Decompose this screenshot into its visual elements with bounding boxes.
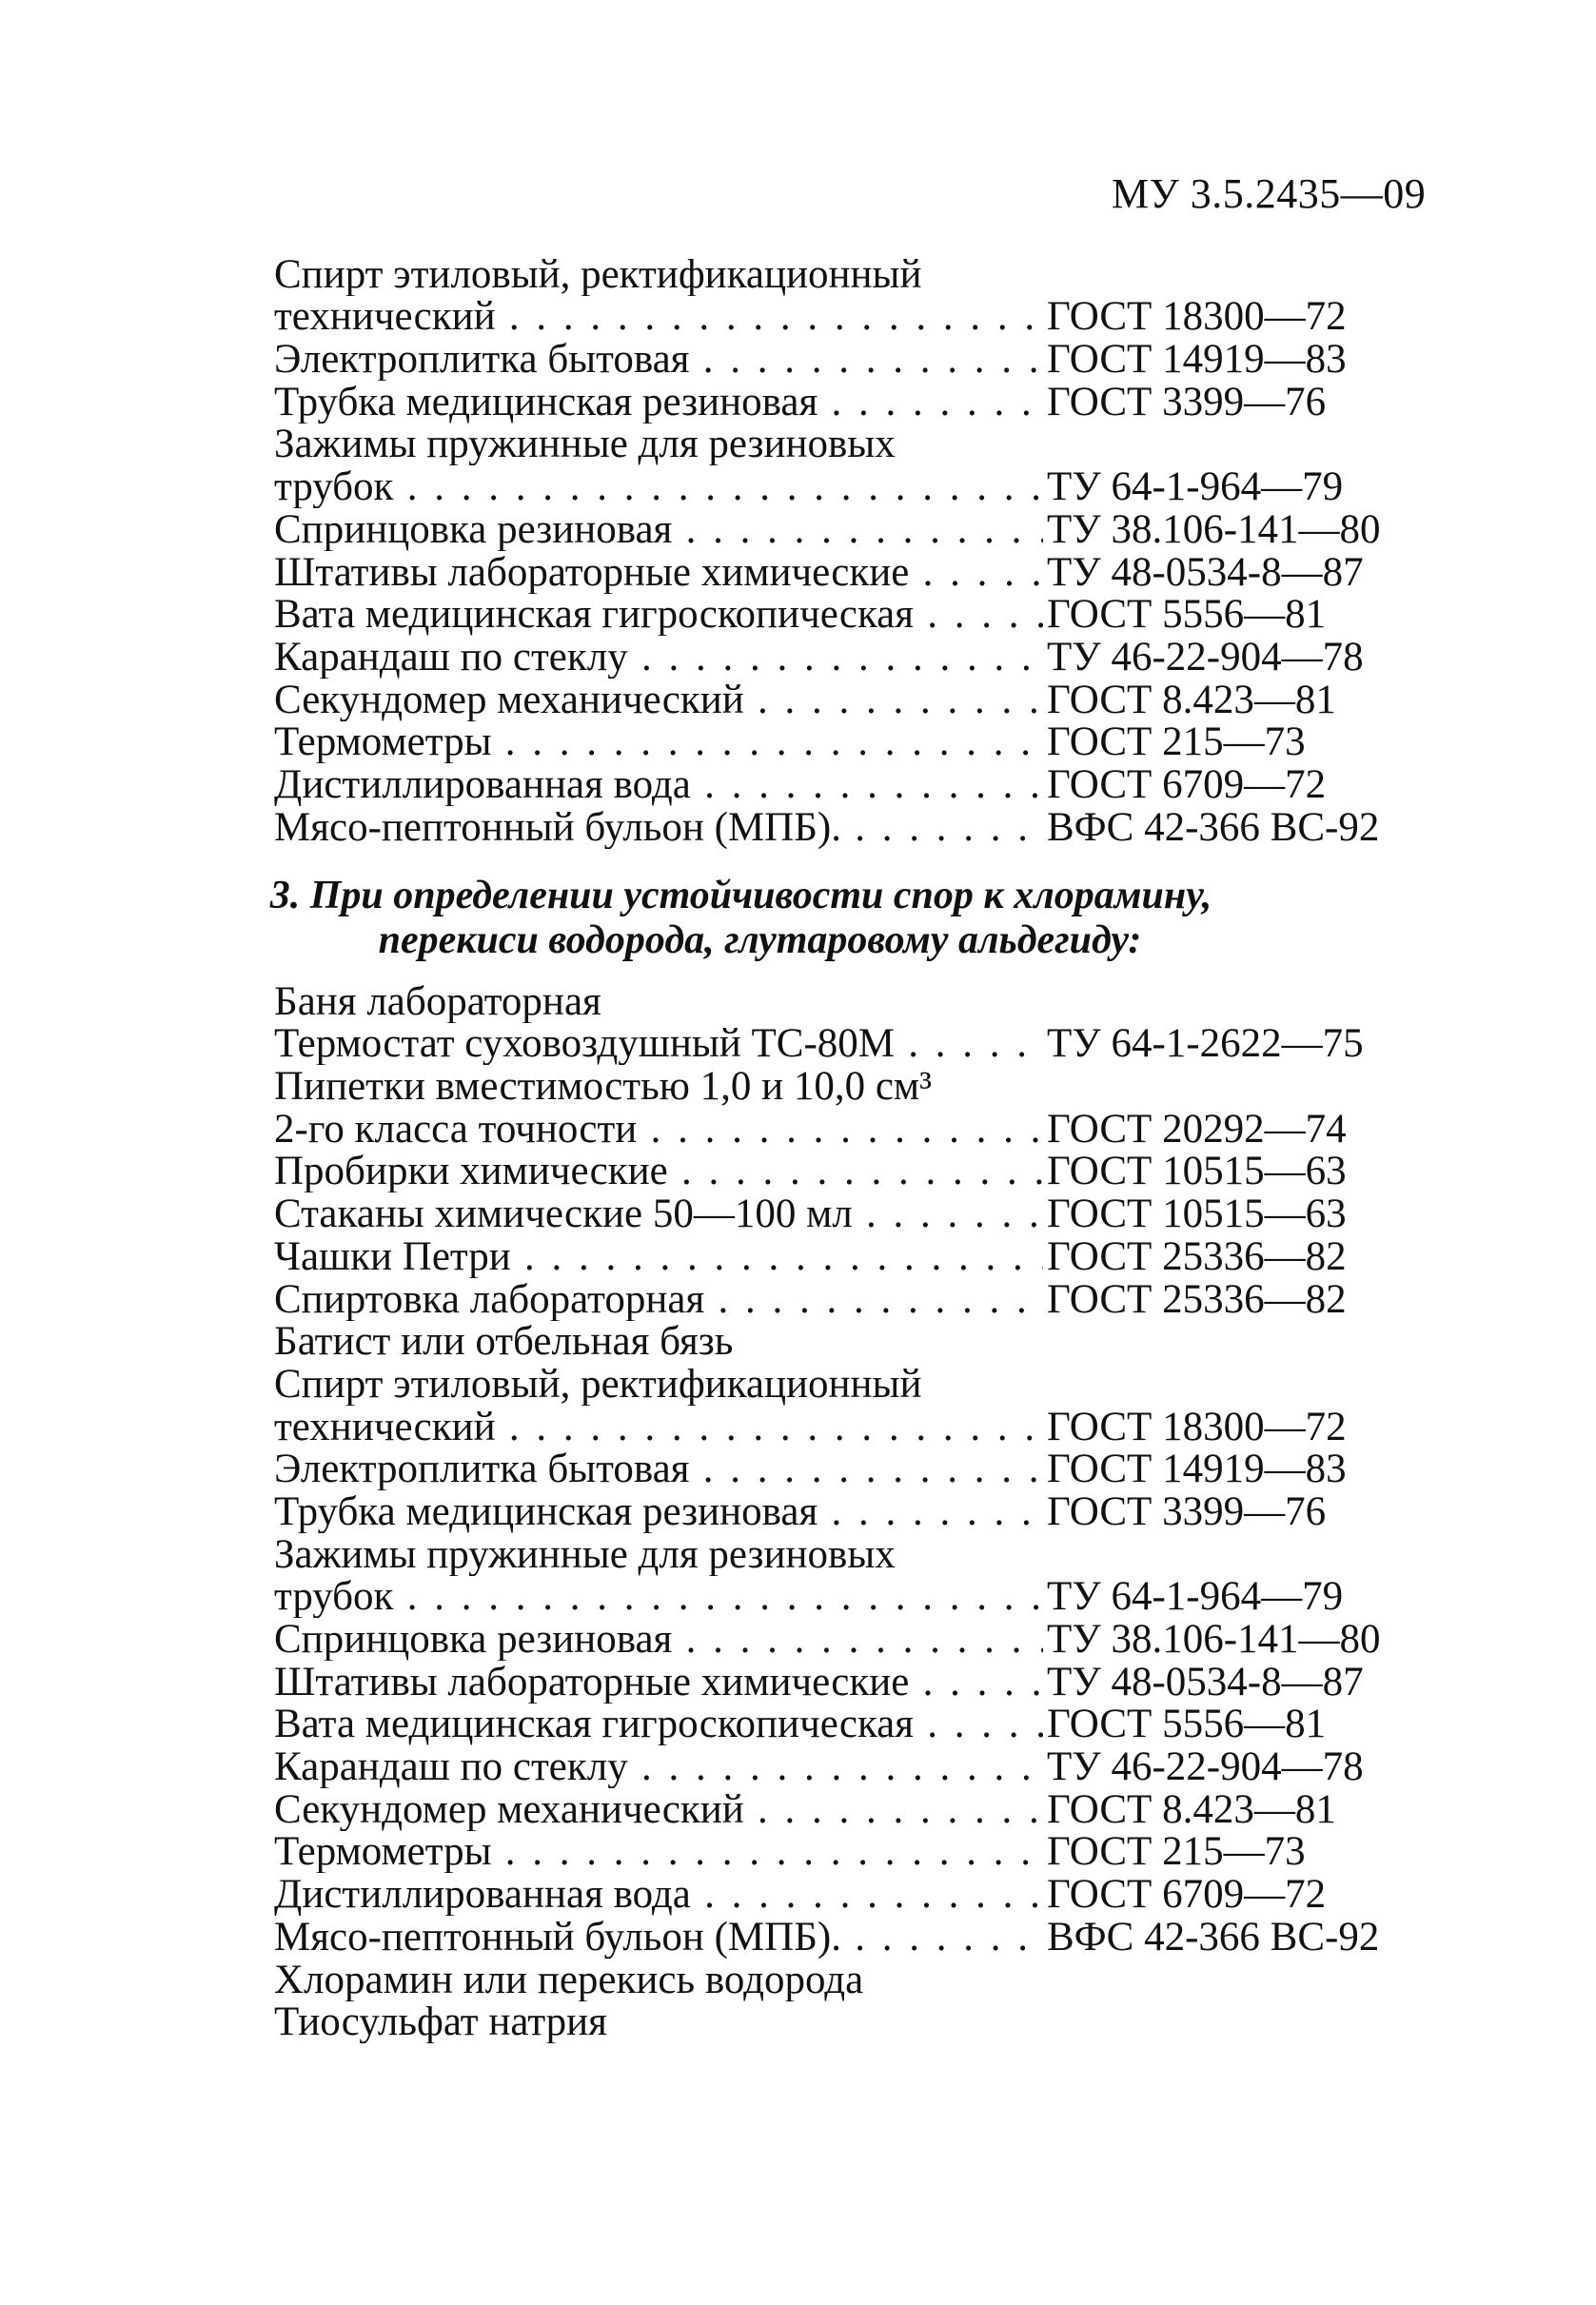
equipment-list-2 — [274, 980, 1416, 2043]
list-item — [274, 679, 1416, 721]
item-standard-ref: ТУ 38.106-141—80 — [1047, 506, 1381, 552]
item-label: Пробирки химические . . . — [274, 1151, 1043, 1192]
section-title — [0, 874, 1596, 963]
list-item — [274, 636, 1416, 679]
item-label: Батист или отбельная бязь — [274, 1321, 734, 1364]
list-item — [274, 1959, 1416, 2001]
item-standard-ref: ГОСТ 6709—72 — [1047, 761, 1327, 807]
item-standard-ref: ГОСТ 215—73 — [1047, 719, 1306, 765]
item-label: Пипетки вместимостью 1,0 и 10,0 см³ — [274, 1066, 933, 1109]
list-item — [274, 1704, 1416, 1746]
item-label: Зажимы пружинные для резиновых — [274, 1533, 896, 1576]
list-item — [274, 1192, 1416, 1235]
item-label: Электроплитка бытовая . . . — [274, 1448, 1043, 1490]
item-label: Дистиллированная вода . . . — [274, 764, 1043, 806]
list-item — [274, 1023, 1416, 1066]
list-item — [274, 806, 1416, 849]
item-label: Спиртовка лабораторная . . . — [274, 1279, 1043, 1321]
item-label: Зажимы пружинные для резиновых — [274, 424, 896, 466]
item-standard-ref: ТУ 48-0534-8—87 — [1047, 549, 1364, 595]
item-label: Чашки Петри . . . — [274, 1236, 1043, 1278]
item-standard-ref: ГОСТ 14919—83 — [1047, 1447, 1347, 1492]
item-label: Дистиллированная вода . . . — [274, 1874, 1043, 1916]
item-label: Мясо-пептонный бульон (МПБ). . . . — [274, 807, 1043, 849]
item-standard-ref: ТУ 64-1-964—79 — [1047, 1574, 1344, 1620]
item-standard-ref: ГОСТ 3399—76 — [1047, 1488, 1327, 1534]
list-item — [274, 1406, 1416, 1448]
list-item — [274, 508, 1416, 551]
item-standard-ref: ГОСТ 18300—72 — [1047, 294, 1347, 340]
list-item — [274, 338, 1416, 381]
item-label: трубок . . . — [274, 466, 1043, 508]
list-item — [274, 1916, 1416, 1959]
list-item — [274, 1745, 1416, 1788]
list-item — [274, 381, 1416, 424]
item-standard-ref: ГОСТ 18300—72 — [1047, 1404, 1347, 1449]
list-item — [274, 1576, 1416, 1619]
item-label: технический . . . — [274, 1407, 1043, 1448]
item-standard-ref: ГОСТ 6709—72 — [1047, 1872, 1327, 1918]
item-standard-ref: ГОСТ 25336—82 — [1047, 1276, 1347, 1322]
item-standard-ref: ВФС 42-366 ВС-92 — [1047, 804, 1380, 850]
list-item — [274, 980, 1416, 1023]
item-standard-ref: ТУ 64-1-964—79 — [1047, 464, 1344, 510]
list-item — [274, 1661, 1416, 1704]
item-label: Вата медицинская гигроскопическая . . . — [274, 594, 1043, 636]
list-item — [274, 551, 1416, 594]
item-standard-ref: ГОСТ 8.423—81 — [1047, 1786, 1336, 1832]
item-label: 2-го класса точности . . . — [274, 1109, 1043, 1151]
list-item — [274, 1278, 1416, 1321]
item-standard-ref: ГОСТ 215—73 — [1047, 1829, 1306, 1875]
item-label: Вата медицинская гигроскопическая . . . — [274, 1704, 1043, 1745]
item-label: Трубка медицинская резиновая . . . — [274, 382, 1043, 424]
item-label: технический . . . — [274, 296, 1043, 338]
list-item — [274, 1490, 1416, 1533]
item-label: Термометры . . . — [274, 1831, 1043, 1873]
list-item — [274, 1235, 1416, 1278]
list-item — [274, 1321, 1416, 1364]
list-item — [274, 1363, 1416, 1406]
item-standard-ref: ГОСТ 20292—74 — [1047, 1106, 1347, 1152]
item-label: Стаканы химические 50—100 мл . . . — [274, 1193, 1043, 1235]
item-label: Спринцовка резиновая . . . — [274, 1619, 1043, 1661]
list-item — [274, 424, 1416, 466]
item-label: Термометры . . . — [274, 721, 1043, 763]
section-title-line-2: перекиси водорода, глутаровому альдегиду: — [378, 918, 1142, 962]
item-label: Баня лабораторная — [274, 980, 601, 1023]
list-item — [274, 1788, 1416, 1831]
item-label: трубок . . . — [274, 1576, 1043, 1618]
item-label: Секундомер механический . . . — [274, 680, 1043, 721]
item-label: Спирт этиловый, ректификационный — [274, 1363, 922, 1406]
item-standard-ref: ТУ 46-22-904—78 — [1047, 1744, 1364, 1790]
item-label: Трубка медицинская резиновая . . . — [274, 1491, 1043, 1533]
document-code: МУ 3.5.2435—09 — [1112, 170, 1427, 217]
item-label: Электроплитка бытовая . . . — [274, 339, 1043, 381]
list-item — [274, 1108, 1416, 1151]
item-standard-ref: ГОСТ 8.423—81 — [1047, 677, 1336, 722]
item-label: Термостат суховоздушный ТС-80М . . . — [274, 1023, 1043, 1065]
item-standard-ref: ГОСТ 3399—76 — [1047, 379, 1327, 424]
list-item — [274, 2001, 1416, 2044]
section-title-line-1: 3. При определении устойчивости спор к хлорамину, — [269, 874, 1212, 917]
list-item — [274, 1448, 1416, 1491]
list-item — [274, 763, 1416, 806]
item-standard-ref: ТУ 46-22-904—78 — [1047, 634, 1364, 680]
item-label: Мясо-пептонный бульон (МПБ). . . . — [274, 1917, 1043, 1959]
item-label: Секундомер механический . . . — [274, 1789, 1043, 1831]
item-label: Карандаш по стеклу . . . — [274, 637, 1043, 679]
item-standard-ref: ГОСТ 10515—63 — [1047, 1149, 1347, 1194]
item-label: Спринцовка резиновая . . . — [274, 509, 1043, 551]
list-item — [274, 594, 1416, 637]
item-standard-ref: ГОСТ 14919—83 — [1047, 337, 1347, 383]
list-item — [274, 296, 1416, 339]
item-label: Спирт этиловый, ректификационный — [274, 253, 922, 296]
list-item — [274, 1618, 1416, 1661]
equipment-list-1 — [274, 253, 1416, 849]
item-standard-ref: ГОСТ 25336—82 — [1047, 1233, 1347, 1279]
list-item — [274, 1831, 1416, 1874]
item-standard-ref: ГОСТ 5556—81 — [1047, 592, 1327, 638]
item-standard-ref: ТУ 48-0534-8—87 — [1047, 1659, 1364, 1704]
list-item — [274, 253, 1416, 296]
item-label: Карандаш по стеклу . . . — [274, 1746, 1043, 1788]
list-item — [274, 1151, 1416, 1193]
item-standard-ref: ГОСТ 10515—63 — [1047, 1192, 1347, 1237]
list-item — [274, 1533, 1416, 1576]
item-label: Хлорамин или перекись водорода — [274, 1959, 864, 2001]
item-standard-ref: ТУ 38.106-141—80 — [1047, 1617, 1381, 1662]
item-standard-ref: ГОСТ 5556—81 — [1047, 1702, 1327, 1747]
list-item — [274, 721, 1416, 764]
list-item — [274, 1873, 1416, 1916]
item-standard-ref: ВФС 42-366 ВС-92 — [1047, 1914, 1380, 1960]
list-item — [274, 1065, 1416, 1108]
item-label: Штативы лабораторные химические . . . — [274, 1662, 1043, 1704]
list-item — [274, 465, 1416, 508]
item-standard-ref: ТУ 64-1-2622—75 — [1047, 1021, 1364, 1067]
item-label: Штативы лабораторные химические . . . — [274, 552, 1043, 594]
item-label: Тиосульфат натрия — [274, 2001, 607, 2044]
